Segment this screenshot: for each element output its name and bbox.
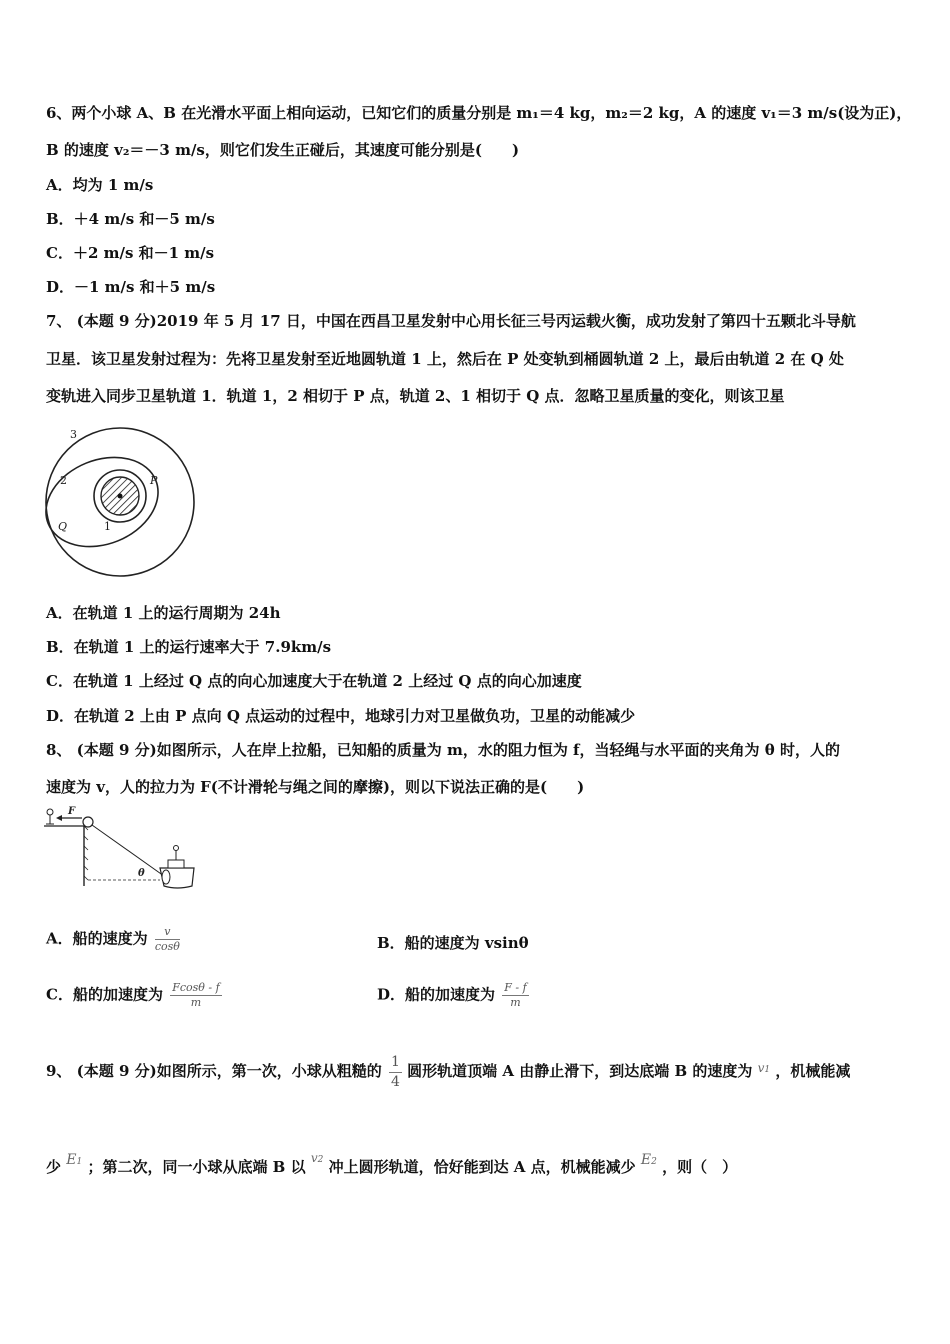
q6-stem-line2: B 的速度 v₂＝－3 m/s，则它们发生正碰后，其速度可能分别是( ) — [46, 141, 520, 159]
q8-optD-fraction: $\frac{F - f}{m}$ — [504, 981, 527, 1009]
q9-e2: E2 — [640, 1152, 657, 1168]
q9-v1: v1 — [757, 1061, 771, 1075]
rope — [92, 825, 164, 876]
q9-line2: 少 E1 ；第二次，同一小球从底端 B 以 $^{v2}$ 冲上圆形轨道，恰好能到达 A 点，机械能减少 E2 ，则（ ） — [46, 1151, 738, 1176]
q8-optC-fraction: $\frac{Fcos\theta - f}{m}$ — [172, 981, 220, 1009]
q8-option-b: B．船的速度为 vsinθ — [377, 934, 529, 952]
q7-stem-line3: 变轨进入同步卫星轨道 1．轨道 1，2 相切于 P 点，轨道 2、1 相切于 Q 点．忽略卫星质量的变化，则该卫星 — [46, 387, 785, 405]
point-q-label: Q — [58, 520, 68, 533]
q6-option-a: A．均为 1 m/s — [46, 176, 154, 194]
q9-v2: v2 — [310, 1151, 324, 1165]
q6-option-b: B．＋4 m/s 和－5 m/s — [46, 210, 215, 228]
orbit-diagram — [40, 424, 200, 580]
q7-option-b: B．在轨道 1 上的运行速率大于 7.9km/s — [46, 638, 332, 656]
point-p-label: P — [150, 474, 158, 487]
person-icon — [47, 809, 53, 815]
q7-option-c: C．在轨道 1 上经过 Q 点的向心加速度大于在轨道 2 上经过 Q 点的向心加速度 — [46, 672, 582, 690]
q8-option-c: C．船的加速度为 $\frac{Fcos\theta - f}{m}$ — [46, 981, 220, 1009]
force-label: F — [68, 806, 76, 817]
q9-e1: E1 — [66, 1152, 83, 1168]
pulley — [83, 817, 93, 827]
q8-option-a: A．船的速度为 $\frac{v}{\cos\theta}$ — [46, 925, 180, 953]
earth-center — [118, 494, 123, 499]
q6-stem-line1: 6、两个小球 A、B 在光滑水平面上相向运动，已知它们的质量分别是 m₁＝4 kg，m₂＝2 kg，A 的速度 v₁＝3 m/s(设为正)， — [46, 104, 912, 122]
orbit-2-label: 2 — [60, 474, 67, 487]
boat-diagram — [42, 804, 202, 894]
orbit-1-label: 1 — [104, 520, 111, 533]
q7-stem-line1: 7、 (本题 9 分)2019 年 5 月 17 日，中国在西昌卫星发射中心用长征三号丙运载火衡，成功发射了第四十五颗北斗导航 — [46, 312, 856, 330]
q8-optA-fraction: $\frac{v}{\cos\theta}$ — [154, 925, 180, 953]
q6-option-d: D．－1 m/s 和＋5 m/s — [46, 278, 216, 296]
q7-stem-line2: 卫星．该卫星发射过程为：先将卫星发射至近地圆轨道 1 上，然后在 P 处变轨到桶圆轨道 2 上，最后由轨道 2 在 Q 处 — [46, 350, 844, 368]
q7-option-a: A．在轨道 1 上的运行周期为 24h — [46, 604, 281, 622]
q8-stem-line2: 速度为 v，人的拉力为 F(不计滑轮与绳之间的摩擦)，则以下说法正确的是( ) — [46, 778, 585, 796]
q8-stem-line1: 8、 (本题 9 分)如图所示，人在岸上拉船，已知船的质量为 m，水的阻力恒为 f，当轻绳与水平面的夹角为 θ 时，人的 — [46, 741, 840, 759]
q8-option-d: D．船的加速度为 $\frac{F - f}{m}$ — [377, 981, 527, 1009]
angle-label: θ — [138, 868, 145, 879]
orbit-3-label: 3 — [70, 428, 77, 441]
q6-option-c: C．＋2 m/s 和－1 m/s — [46, 244, 215, 262]
q9-line1: 9、 (本题 9 分)如图所示，第一次，小球从粗糙的 $\frac{1}{4}$ 圆形轨道顶端 A 由静止滑下，到达底端 B 的速度为 $^{v1}$ ，机械能减 — [46, 1053, 851, 1090]
q7-option-d: D．在轨道 2 上由 P 点向 Q 点运动的过程中，地球引力对卫星做负功，卫星的动能减少 — [46, 707, 636, 725]
q9-quarter-fraction: $\frac{1}{4}$ — [390, 1053, 400, 1090]
